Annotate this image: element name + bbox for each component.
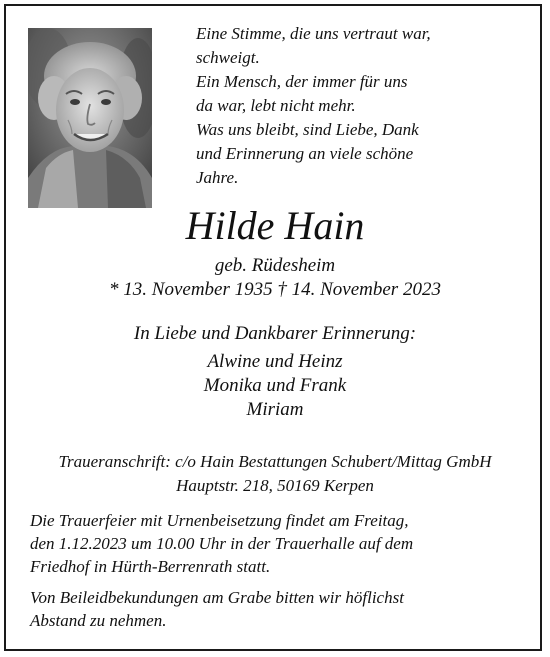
- ceremony-line: den 1.12.2023 um 10.00 Uhr in der Trauerhalle auf dem: [30, 534, 414, 553]
- life-dates: * 13. November 1935 † 14. November 2023: [109, 279, 441, 300]
- mourner: Alwine und Heinz: [207, 351, 343, 372]
- ceremony-info: [30, 509, 520, 578]
- address-line: Hauptstr. 218, 50169 Kerpen: [176, 476, 374, 495]
- address-line: Traueranschrift: c/o Hain Bestattungen Schubert/Mittag GmbH: [58, 452, 492, 471]
- poem: [196, 22, 516, 190]
- ceremony-line: Friedhof in Hürth-Berrenrath statt.: [30, 557, 271, 576]
- poem-line: schweigt.: [196, 48, 260, 67]
- ceremony-line: Die Trauerfeier mit Urnenbeisetzung findet am Freitag,: [30, 511, 409, 530]
- dedication: In Liebe und Dankbarer Erinnerung:: [133, 323, 417, 344]
- birth-name: geb. Rüdesheim: [214, 255, 336, 276]
- poem-line: da war, lebt nicht mehr.: [196, 96, 356, 115]
- poem-line: Was uns bleibt, sind Liebe, Dank: [196, 120, 419, 139]
- condolence-note: [30, 586, 520, 632]
- mourner: Miriam: [246, 399, 304, 420]
- mourners-list: [0, 350, 550, 422]
- condolence-line: Von Beileidbekundungen am Grabe bitten wir höflichst: [30, 588, 404, 607]
- portrait-photo: [28, 28, 152, 208]
- mourner: Monika und Frank: [203, 375, 347, 396]
- poem-line: Eine Stimme, die uns vertraut war,: [196, 24, 431, 43]
- condolence-line: Abstand zu nehmen.: [30, 611, 167, 630]
- poem-line: Jahre.: [196, 168, 239, 187]
- mourning-address: [0, 450, 550, 498]
- poem-line: Ein Mensch, der immer für uns: [196, 72, 408, 91]
- poem-line: und Erinnerung an viele schöne: [196, 144, 414, 163]
- deceased-name: Hilde Hain: [185, 203, 365, 248]
